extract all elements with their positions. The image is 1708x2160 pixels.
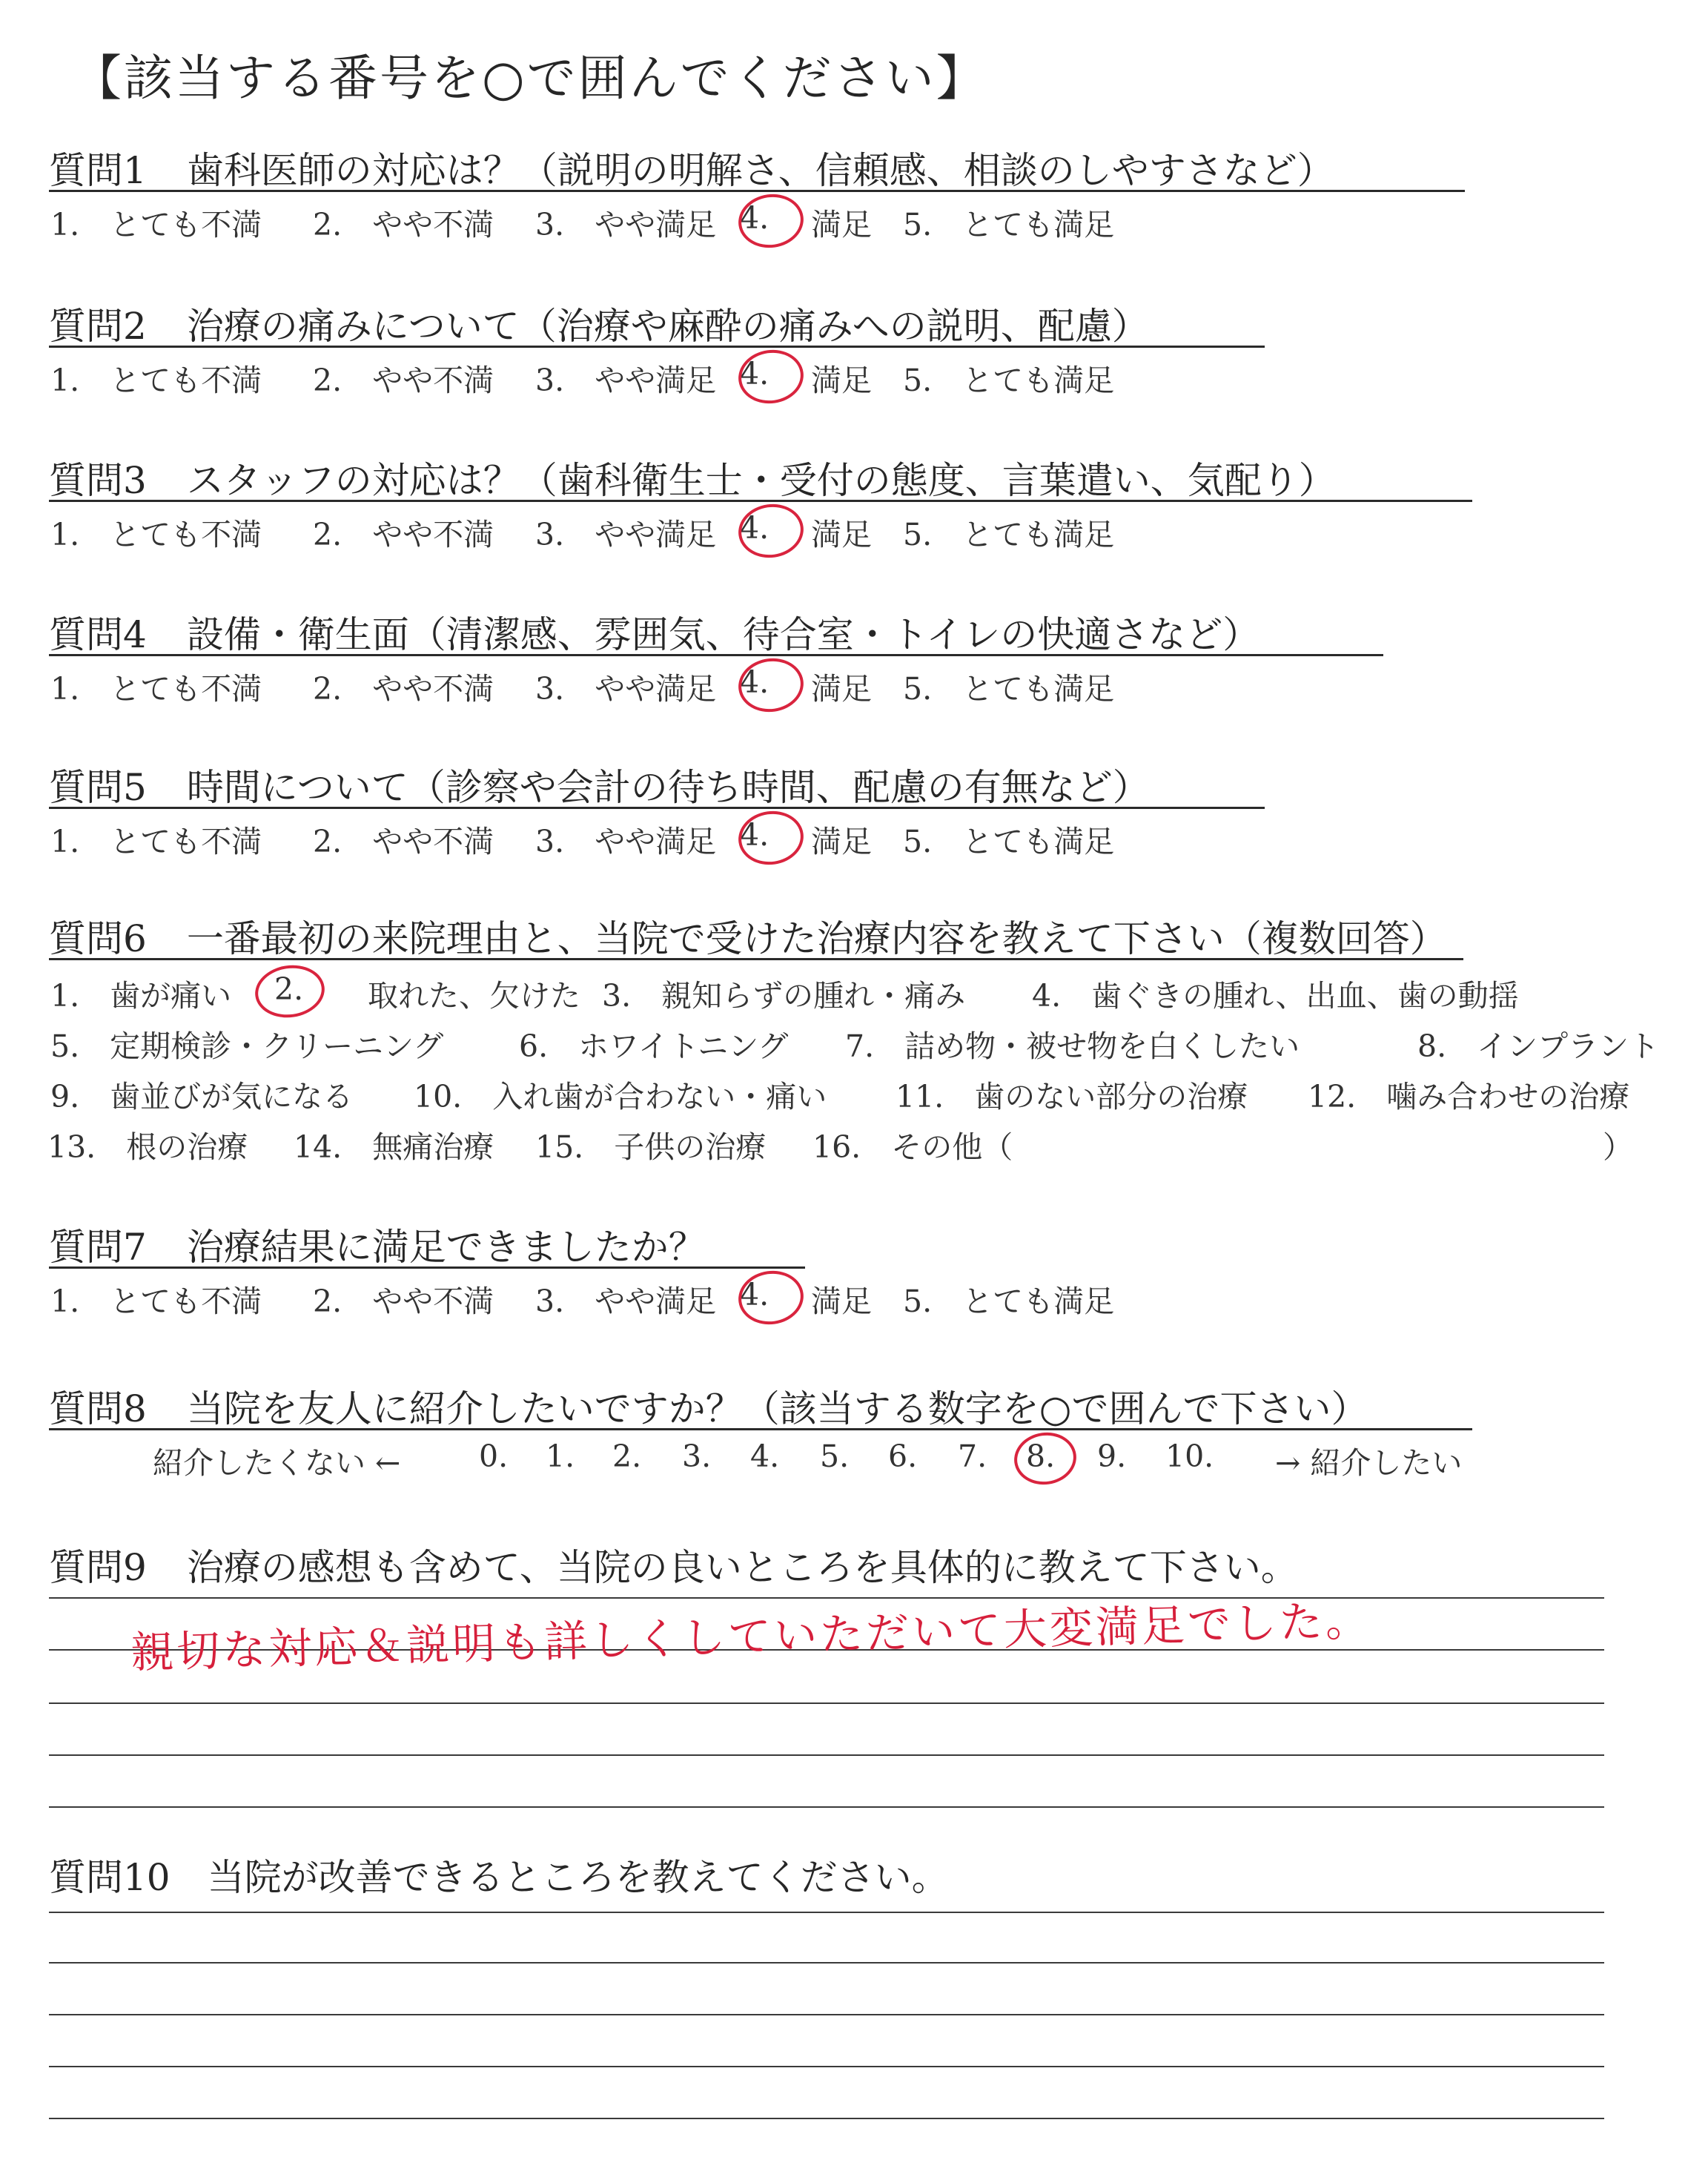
question-2-heading — [49, 297, 1149, 350]
q9-answer-line-5[interactable] — [49, 1806, 1604, 1808]
q6-option-16-close: ） — [1603, 1129, 1633, 1165]
q9-answer-line-1[interactable] — [49, 1597, 1604, 1599]
q6-option-15[interactable]: 15. 子供の治療 — [535, 1129, 767, 1165]
question-8-heading — [49, 1379, 1368, 1433]
question-2-option-3[interactable]: 3. やや満足 — [535, 363, 717, 398]
q6-option-10[interactable]: 10. 入れ歯が合わない・痛い — [414, 1079, 827, 1114]
question-9-text: 治療の感想も含めて、当院の良いところを具体的に教えて下さい。 — [186, 1546, 1298, 1589]
q6-option-2-label: 取れた、欠けた — [368, 978, 580, 1014]
q6-option-1[interactable]: 1. 歯が痛い — [50, 978, 232, 1014]
question-5-option-5: 満足 — [811, 824, 872, 859]
question-1-text: 歯科医師の対応は？（説明の明解さ、信頼感、相談のしやすさなど） — [186, 149, 1334, 192]
question-7-option-5: 満足 — [811, 1284, 872, 1319]
question-10-heading — [49, 1848, 949, 1901]
question-1-rule — [49, 190, 1465, 192]
question-4-number: 質問4 — [49, 613, 147, 656]
q6-option-8[interactable]: 8. インプラント — [1417, 1028, 1660, 1064]
q9-answer-line-3[interactable] — [49, 1702, 1604, 1704]
q10-answer-line-1[interactable] — [49, 1912, 1604, 1913]
question-1-number: 質問1 — [49, 149, 147, 192]
question-3-option-5: 満足 — [811, 517, 872, 552]
q6-option-16[interactable]: 16. その他（ — [812, 1129, 1013, 1165]
question-7-option-6[interactable]: 5. とても満足 — [903, 1284, 1115, 1319]
q6-option-5[interactable]: 5. 定期検診・クリーニング — [50, 1028, 444, 1064]
question-6-rule — [49, 958, 1463, 960]
q8-left-label: 紹介したくない ← — [153, 1445, 401, 1481]
question-5-option-1[interactable]: 1. とても不満 — [50, 824, 262, 859]
question-8-text: 当院を友人に紹介したいですか？（該当する数字を○で囲んで下さい） — [186, 1387, 1368, 1430]
q8-scale-6[interactable]: 6. — [888, 1439, 918, 1474]
question-2-option-1[interactable]: 1. とても不満 — [50, 363, 262, 398]
q8-scale-1[interactable]: 1. — [546, 1439, 575, 1474]
question-5-option-3[interactable]: 3. やや満足 — [535, 824, 717, 859]
q6-option-12[interactable]: 12. 噛み合わせの治療 — [1308, 1079, 1630, 1114]
question-3-heading — [49, 451, 1336, 504]
question-7-option-3[interactable]: 3. やや満足 — [535, 1284, 717, 1319]
question-3-option-1[interactable]: 1. とても不満 — [50, 517, 262, 552]
question-1-option-5: 満足 — [811, 207, 872, 242]
question-3-option-2[interactable]: 2. やや不満 — [313, 517, 494, 552]
question-10-number: 質問10 — [49, 1856, 171, 1899]
question-3-option-4[interactable]: 4. — [740, 510, 769, 546]
question-4-option-6[interactable]: 5. とても満足 — [903, 671, 1115, 707]
q6-option-11[interactable]: 11. 歯のない部分の治療 — [896, 1079, 1248, 1114]
q8-scale-3[interactable]: 3. — [682, 1439, 712, 1474]
question-7-rule — [49, 1266, 805, 1269]
question-2-option-2[interactable]: 2. やや不満 — [313, 363, 494, 398]
question-6-text: 一番最初の来院理由と、当院で受けた治療内容を教えて下さい（複数回答） — [186, 917, 1447, 960]
question-2-text: 治療の痛みについて（治療や麻酔の痛みへの説明、配慮） — [186, 305, 1149, 348]
question-4-text: 設備・衛生面（清潔感、雰囲気、待合室・トイレの快適さなど） — [186, 613, 1260, 656]
question-4-rule — [49, 654, 1383, 656]
question-7-option-2[interactable]: 2. やや不満 — [313, 1284, 494, 1319]
question-8-rule — [49, 1428, 1472, 1430]
q6-option-2[interactable]: 2. — [274, 971, 304, 1007]
question-7-heading — [49, 1218, 706, 1271]
question-3-option-6[interactable]: 5. とても満足 — [903, 517, 1115, 552]
question-10-text: 当院が改善できるところを教えてください。 — [207, 1856, 949, 1899]
question-5-option-4[interactable]: 4. — [740, 817, 769, 853]
question-2-number: 質問2 — [49, 305, 147, 348]
question-3-option-3[interactable]: 3. やや満足 — [535, 517, 717, 552]
question-7-text: 治療結果に満足できましたか？ — [186, 1226, 706, 1269]
question-6-number: 質問6 — [49, 917, 147, 960]
q8-scale-5[interactable]: 5. — [820, 1439, 850, 1474]
question-7-option-1[interactable]: 1. とても不満 — [50, 1284, 262, 1319]
q8-scale-9[interactable]: 9. — [1097, 1439, 1127, 1474]
question-2-option-6[interactable]: 5. とても満足 — [903, 363, 1115, 398]
question-9-heading — [49, 1538, 1298, 1591]
q6-option-7[interactable]: 7. 詰め物・被せ物を白くしたい — [845, 1028, 1300, 1064]
question-1-option-1[interactable]: 1. とても不満 — [50, 207, 262, 242]
question-5-option-6[interactable]: 5. とても満足 — [903, 824, 1115, 859]
question-2-rule — [49, 346, 1265, 348]
question-5-rule — [49, 807, 1265, 809]
q8-scale-7[interactable]: 7. — [958, 1439, 987, 1474]
question-6-heading — [49, 909, 1447, 962]
q6-option-4[interactable]: 4. 歯ぐきの腫れ、出血、歯の動揺 — [1032, 978, 1519, 1014]
question-5-number: 質問5 — [49, 766, 147, 809]
question-4-option-3[interactable]: 3. やや満足 — [535, 671, 717, 707]
q10-answer-line-5[interactable] — [49, 2118, 1604, 2119]
q10-answer-line-2[interactable] — [49, 1962, 1604, 1964]
q6-option-14[interactable]: 14. 無痛治療 — [294, 1129, 494, 1165]
question-4-heading — [49, 605, 1260, 658]
q8-scale-0[interactable]: 0. — [479, 1439, 509, 1474]
question-2-option-4[interactable]: 4. — [740, 356, 769, 392]
question-7-number: 質問7 — [49, 1226, 147, 1269]
q6-option-3[interactable]: 3. 親知らずの腫れ・痛み — [602, 978, 966, 1014]
question-3-text: スタッフの対応は？（歯科衛生士・受付の態度、言葉遣い、気配り） — [186, 459, 1336, 502]
question-4-option-5: 満足 — [811, 671, 872, 707]
question-1-option-4[interactable]: 4. — [740, 200, 769, 236]
page-title: 【該当する番号を○で囲んでください】 — [73, 50, 987, 107]
question-5-text: 時間について（診察や会計の待ち時間、配慮の有無など） — [186, 766, 1150, 809]
q9-answer-line-4[interactable] — [49, 1754, 1604, 1756]
question-1-option-6[interactable]: 5. とても満足 — [903, 207, 1115, 242]
q8-scale-8[interactable]: 8. — [1026, 1439, 1056, 1474]
question-7-option-4[interactable]: 4. — [740, 1277, 769, 1312]
question-4-option-1[interactable]: 1. とても不満 — [50, 671, 262, 707]
question-2-option-5: 満足 — [811, 363, 872, 398]
q10-answer-line-3[interactable] — [49, 2014, 1604, 2015]
question-1-option-2[interactable]: 2. やや不満 — [313, 207, 494, 242]
question-8-number: 質問8 — [49, 1387, 147, 1430]
question-3-rule — [49, 500, 1472, 502]
question-9-number: 質問9 — [49, 1546, 147, 1589]
q8-right-label: → 紹介したい — [1275, 1445, 1463, 1481]
q6-option-9[interactable]: 9. 歯並びが気になる — [50, 1079, 354, 1114]
q8-scale-2[interactable]: 2. — [612, 1439, 642, 1474]
q8-scale-10[interactable]: 10. — [1165, 1439, 1214, 1474]
question-5-heading — [49, 758, 1150, 811]
question-5-option-2[interactable]: 2. やや不満 — [313, 824, 494, 859]
question-4-option-2[interactable]: 2. やや不満 — [313, 671, 494, 707]
question-4-option-4[interactable]: 4. — [740, 664, 769, 700]
q9-handwritten-answer: 親切な対応＆説明も詳しくしていただいて大変満足でした。 — [130, 1595, 1372, 1678]
question-3-number: 質問3 — [49, 459, 147, 502]
q6-option-6[interactable]: 6. ホワイトニング — [519, 1028, 789, 1064]
q8-scale-4[interactable]: 4. — [750, 1439, 780, 1474]
question-1-heading — [49, 141, 1334, 194]
q10-answer-line-4[interactable] — [49, 2066, 1604, 2067]
question-1-option-3[interactable]: 3. やや満足 — [535, 207, 717, 242]
q6-option-13[interactable]: 13. 根の治療 — [47, 1129, 248, 1165]
